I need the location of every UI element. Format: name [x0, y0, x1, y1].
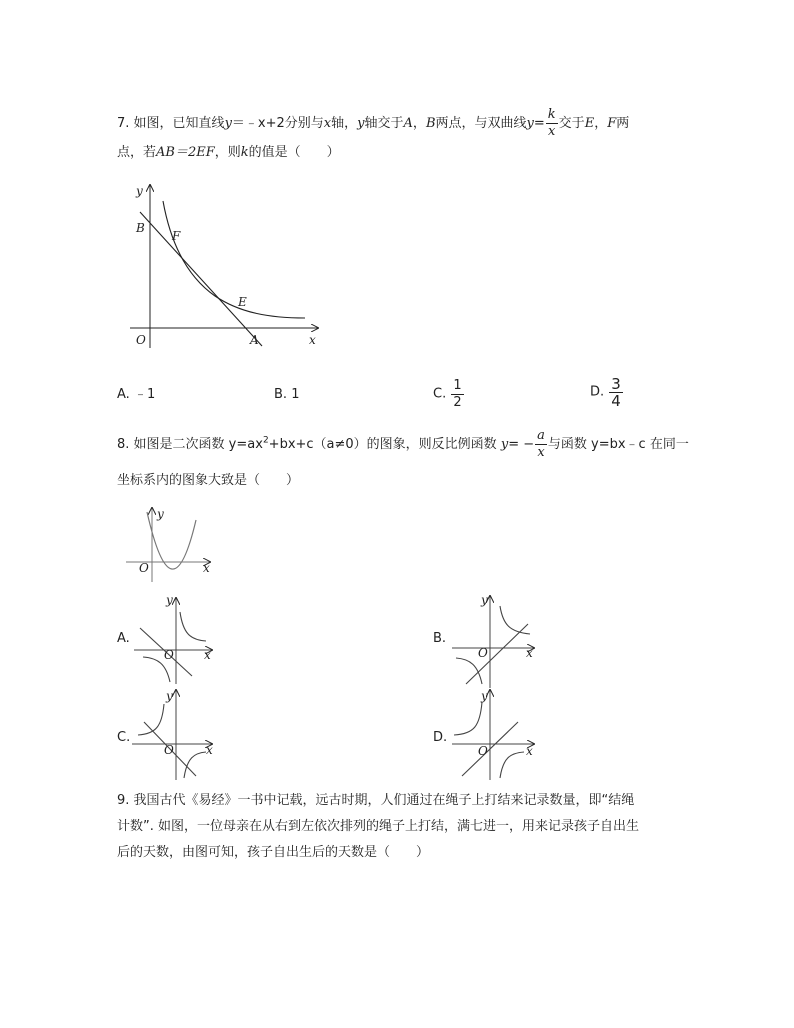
- q7-text: 分别与: [284, 116, 324, 131]
- q7-label-a: A: [250, 333, 259, 347]
- q7-label-f: F: [172, 229, 181, 243]
- q7-text: 点，若: [117, 145, 157, 160]
- option-label: D.: [433, 730, 448, 745]
- q7-frac-den: x: [548, 124, 556, 139]
- option-label: C.: [117, 730, 131, 745]
- frac-den: 2: [453, 395, 462, 410]
- option-label: C.: [433, 386, 447, 402]
- q8-option-d[interactable]: [433, 729, 447, 747]
- q7-text: 如图，已知直线: [133, 116, 225, 131]
- q8-b-label-y: y: [481, 593, 488, 607]
- q7-point-a: A: [403, 116, 413, 131]
- q8-label-y: y: [157, 507, 164, 521]
- q7-point-b: B: [425, 116, 436, 131]
- q7-hyperbola-eq: =: [533, 116, 545, 131]
- q8-a-label-o: O: [164, 648, 174, 662]
- q8-eq-sign: = −: [508, 437, 535, 452]
- q7-var-x: x: [323, 116, 332, 131]
- q7-condition: AB＝2EF: [156, 145, 215, 160]
- q8-a-label-x: x: [204, 648, 211, 662]
- option-label: A.: [117, 387, 130, 402]
- q7-label-o: O: [136, 333, 146, 347]
- q8-label-o: O: [139, 561, 149, 575]
- q7-var-k: k: [240, 145, 249, 160]
- q7-option-b[interactable]: [274, 386, 299, 404]
- q8-label-x: x: [203, 561, 210, 575]
- q8-option-d-graph: [452, 689, 534, 780]
- q7-var-y: y: [357, 116, 365, 131]
- q8-option-a[interactable]: [117, 630, 130, 648]
- q7-point-f: F: [607, 116, 617, 131]
- q8-eq-y: y: [500, 437, 509, 452]
- q8-parabola: [147, 512, 196, 569]
- q7-option-a[interactable]: [117, 386, 155, 404]
- q8-text: 与函数 y=bx﹣c 在同一: [547, 437, 689, 452]
- q8-c-label-y: y: [166, 689, 173, 703]
- q7-point-e: E: [584, 116, 595, 131]
- q7-text: 轴，: [331, 116, 358, 131]
- q8-superscript: 2: [262, 435, 269, 446]
- q8-c-label-x: x: [206, 743, 213, 757]
- q9-line1: 9. 我国古代《易经》一书中记载，远古时期，人们通过在绳子上打结来记录数量，即“结绳: [117, 793, 635, 808]
- option-fraction: [609, 376, 623, 409]
- q8-option-c-graph: [132, 689, 213, 780]
- q8-a-label-y: y: [166, 593, 173, 607]
- q7-comma: ，: [594, 116, 608, 131]
- q8-d-label-x: x: [526, 744, 533, 758]
- q9-line2: 计数”. 如图，一位母亲在从右到左依次排列的绳子上打结，满七进一，用来记录孩子自出生: [117, 819, 640, 834]
- q7-text: 轴交于: [364, 116, 404, 131]
- frac-den: 4: [611, 392, 621, 410]
- q7-text: 交于: [558, 116, 585, 131]
- q7-number: 7.: [117, 116, 130, 131]
- option-label: B.: [433, 631, 447, 646]
- q8-quadratic-graph: [126, 507, 210, 582]
- q8-frac-num: a: [537, 428, 545, 443]
- q7-label-b: B: [136, 221, 145, 235]
- q8-stem-line1: [117, 428, 689, 461]
- option-value: ﹣1: [133, 387, 156, 402]
- q7-frac-num: k: [547, 107, 556, 122]
- q8-b-label-o: O: [478, 646, 488, 660]
- q8-d-label-o: O: [478, 744, 488, 758]
- q7-option-c[interactable]: [433, 378, 465, 411]
- q8-option-a-graph: [134, 593, 212, 684]
- q7-option-d[interactable]: [590, 376, 624, 409]
- q8-text: 坐标系内的图象大致是（ ）: [117, 473, 300, 488]
- q8-option-c[interactable]: [117, 729, 130, 747]
- q7-text: 的值是（ ）: [248, 145, 340, 160]
- q7-label-e: E: [238, 295, 247, 309]
- option-label: D.: [590, 384, 605, 400]
- q7-eq: ＝﹣x+2: [231, 116, 285, 131]
- q8-option-b-graph: [452, 593, 534, 688]
- q8-b-label-x: x: [526, 646, 533, 660]
- q7-eq-y: y: [224, 116, 232, 131]
- q7-text: 两: [616, 116, 630, 131]
- q8-text: +bx+c（a≠0）的图象，则反比例函数: [268, 437, 497, 452]
- frac-num: 3: [611, 375, 621, 393]
- q8-fraction-a-over-x: [535, 428, 547, 461]
- frac-num: 1: [453, 378, 462, 393]
- q7-label-y: y: [136, 184, 143, 198]
- q8-stem-line2: [117, 472, 299, 490]
- q7-comma: ，: [412, 116, 426, 131]
- q7-label-x: x: [309, 333, 316, 347]
- q8-option-b[interactable]: [433, 630, 446, 648]
- q7-text: ，则: [214, 145, 241, 160]
- q8-c-label-o: O: [164, 743, 174, 757]
- q8-d-label-y: y: [481, 689, 488, 703]
- q7-hyperbola: [163, 201, 305, 318]
- option-fraction: [451, 378, 463, 411]
- option-label: B.: [274, 387, 288, 402]
- q7-line-ab: [140, 212, 262, 346]
- q8-number: 8.: [117, 437, 130, 452]
- q9-line3: 后的天数，由图可知，孩子自出生后的天数是（ ）: [117, 845, 430, 860]
- q8-text: 如图是二次函数 y=ax: [133, 437, 263, 452]
- q7-hyperbola-y: y: [526, 116, 534, 131]
- option-value: 1: [291, 387, 300, 402]
- option-label: A.: [117, 631, 130, 646]
- q8-frac-den: x: [537, 445, 545, 460]
- q7-text: 两点，与双曲线: [435, 116, 527, 131]
